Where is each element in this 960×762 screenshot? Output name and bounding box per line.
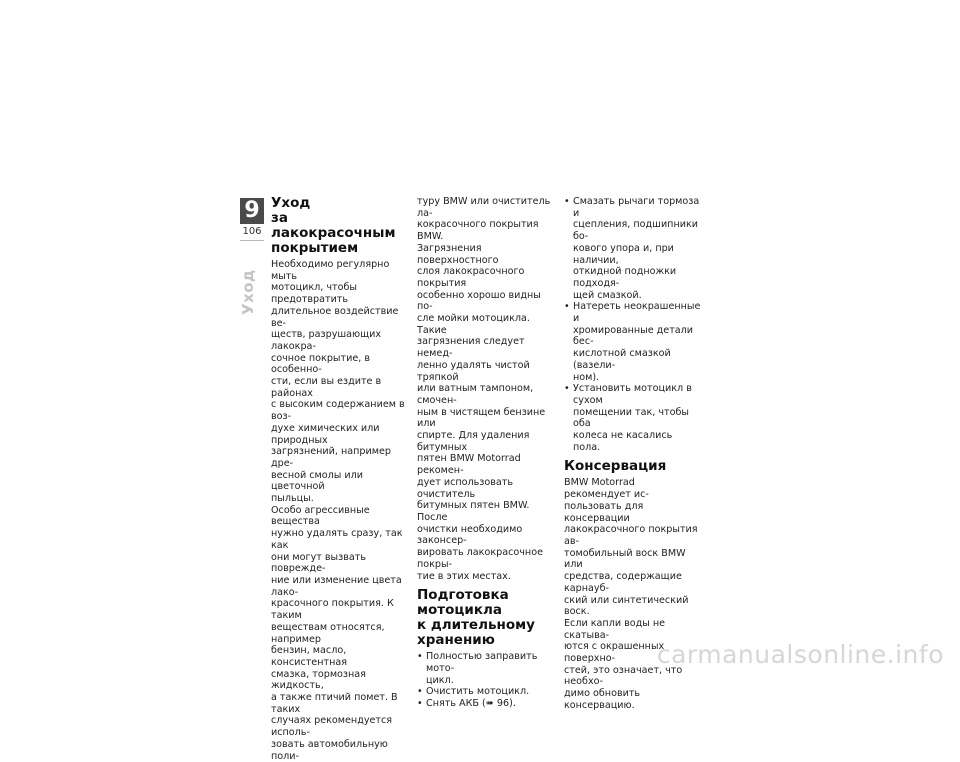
page-number: 106: [242, 226, 262, 237]
list-item: • Натереть неокрашенные и хромированные детали бес- кислотной смазкой (вазели- ном).: [564, 301, 702, 383]
text-column-3: [564, 196, 702, 712]
list-item: • Смазать рычаги тормоза и сцепления, подшипники бо- кового упора и, при наличии, откидной подножки подходя- щей смазкой.: [564, 196, 702, 301]
list-item: • Очистить мотоцикл.: [417, 686, 555, 698]
chapter-number-badge: 9: [240, 198, 264, 224]
paragraph-paint-care-2: Особо агрессивные вещества нужно удалять сразу, так как они могут вызвать поврежде- ние или изменение цвета лако- красочного покрытия. К таким веществам относятся, например бензин, масло, консистентная смазка, тормозная жидкость, а также птичий помет. В таких случаях рекомендуется исполь- зовать автомобильную поли-: [271, 504, 403, 762]
storage-prep-list: [417, 651, 555, 710]
sidebar-divider: [240, 240, 264, 241]
section-heading-paint-care: Уход за лакокрасочным покрытием: [271, 195, 396, 256]
section-heading-preservation: Консервация: [564, 458, 667, 475]
text-column-2: [417, 196, 555, 710]
text-column-1: [271, 196, 409, 762]
section-heading-storage-prep: Подготовка мотоцикла к длительному хранению: [417, 587, 535, 649]
list-item: • Снять АКБ (➠ 96).: [417, 698, 555, 710]
paragraph-preservation: BMW Motorrad рекомендует ис- пользовать для консервации лакокрасочного покрытия ав- томобильный воск BMW или средства, содержащие карнауб- ский или синтетический воск. Если капли воды не скатыва- ются с окрашенных поверхно- стей, это означает, что необхо- димо обновить консервацию.: [564, 477, 698, 711]
storage-prep-list-continued: [564, 196, 702, 453]
sidebar-chapter-title: Уход: [239, 269, 257, 315]
watermark-text: carmanualsonline.info: [656, 640, 944, 669]
list-item: • Полностью заправить мото- цикл.: [417, 651, 555, 686]
paragraph-paint-care-1: Необходимо регулярно мыть мотоцикл, чтобы предотвратить длительное воздействие ве- ществ, разрушающих лакокра- сочное покрытие, в особенно- сти, если вы ездите в районах с высоким содержанием в воз- духе химических или природных загрязнений, например дре- весной смолы или цветочной пыльцы.: [271, 259, 405, 505]
list-item: • Установить мотоцикл в сухом помещении так, чтобы оба колеса не касались пола.: [564, 383, 702, 453]
paragraph-paint-care-3: туру BMW или очиститель ла- кокрасочного покрытия BMW. Загрязнения поверхностного слоя лакокрасочного покрытия особенно хорошо видны по- сле мойки мотоцикла. Такие загрязнения следует немед- ленно удалять чистой тряпкой или ватным тампоном, смочен- ным в чистящем бензине или спирте. Для удаления битумных пятен BMW Motorrad рекомен- дует использовать очиститель битумных пятен BMW. После очистки необходимо законсер- вировать лакокрасочное покры- тие в этих местах.: [417, 196, 551, 582]
